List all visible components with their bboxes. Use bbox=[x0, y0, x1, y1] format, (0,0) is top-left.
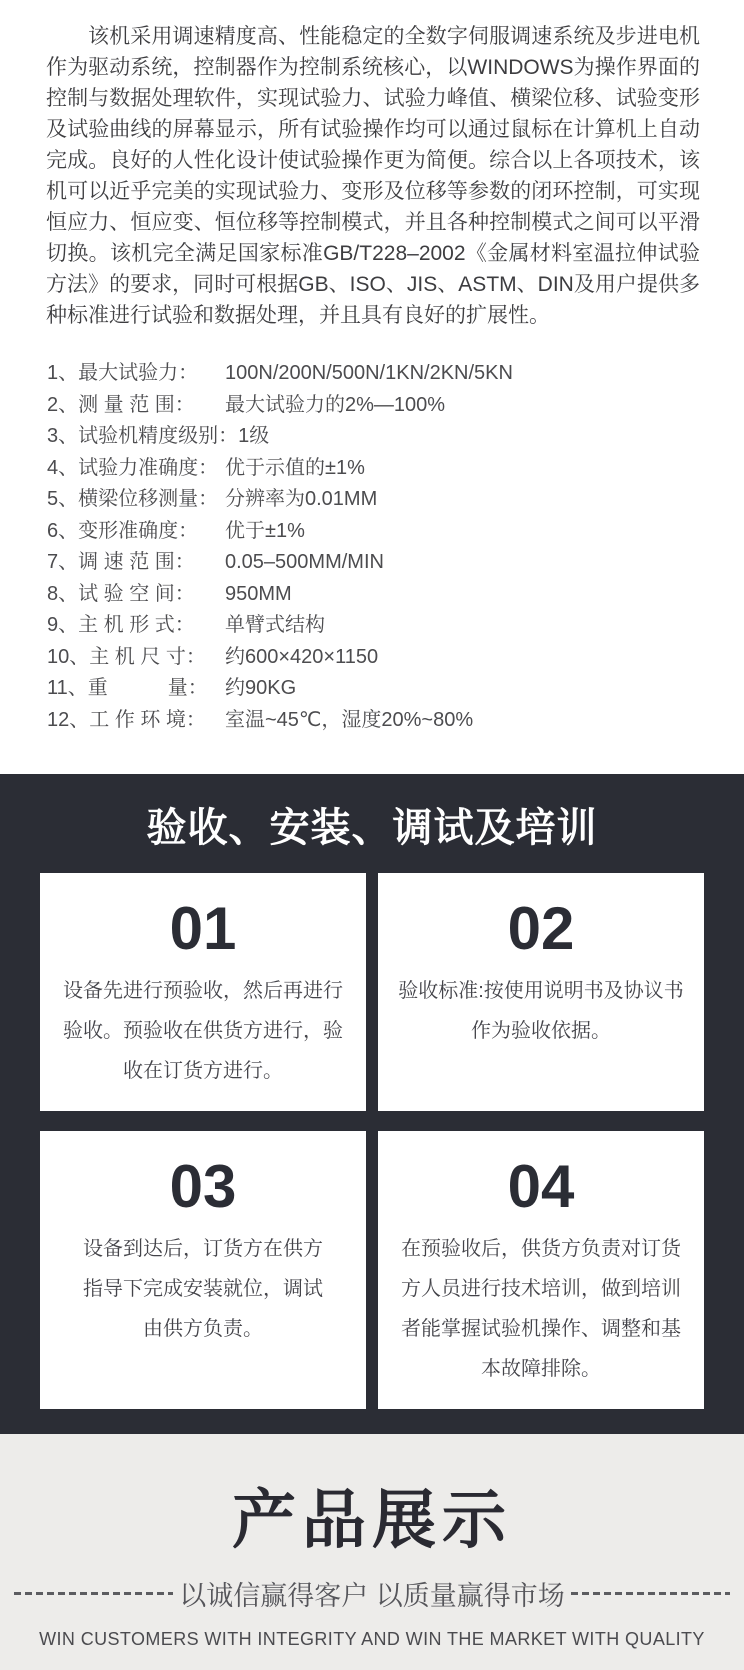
spec-value: 分辨率为0.01MM bbox=[225, 488, 378, 510]
acceptance-cards bbox=[40, 873, 704, 1409]
slogan-text: 以诚信赢得客户 以质量赢得市场 bbox=[179, 1581, 565, 1611]
english-tagline: WIN CUSTOMERS WITH INTEGRITY AND WIN THE MARKET WITH QUALITY bbox=[39, 1629, 705, 1649]
spec-label: 8、试 验 空 间： bbox=[47, 582, 195, 605]
card-text: 设备先进行预验收，然后再进行验收。预验收在供货方进行，验收在订货方进行。 bbox=[63, 980, 343, 1082]
spec-label: 9、主 机 形 式： bbox=[47, 614, 195, 636]
spec-row bbox=[47, 673, 704, 705]
intro-paragraph: 该机采用调速精度高、性能稳定的全数字伺服调速系统及步进电机作为驱动系统，控制器作为控制系统核心，以WINDOWS为操作界面的控制与数据处理软件，实现试验力、试验力峰值、横梁位移、试验变形及试验曲线的屏幕显示，所有试验操作均可以通过鼠标在计算机上自动完成。良好的人性化设计使试验操作更为简便。综合以上各项技术，该机可以近乎完美的实现试验力、变形及位移等参数的闭环控制，可实现恒应力、恒应变、恒位移等控制模式，并且各种控制模式之间可以平滑切换。该机完全满足国家标准GB/T228–2002《金属材料室温拉伸试验方法》的要求，同时可根据GB、ISO、JIS、ASTM、DIN及用户提供多种标准进行试验和数据处理，并且具有良好的扩展性。 bbox=[46, 25, 700, 327]
spec-row bbox=[47, 484, 704, 516]
slogan-row bbox=[14, 1574, 730, 1613]
showcase-title: 产品展示 bbox=[232, 1484, 512, 1556]
spec-label: 3、试验机精度级别： bbox=[47, 425, 239, 447]
acceptance-card-01 bbox=[40, 873, 366, 1111]
card-number: 04 bbox=[507, 1153, 575, 1220]
spec-label: 5、横梁位移测量： bbox=[47, 488, 219, 510]
spec-label: 10、主 机 尺 寸： bbox=[47, 645, 206, 668]
spec-row bbox=[47, 453, 704, 485]
spec-label: 4、试验力准确度： bbox=[47, 456, 219, 479]
spec-value: 1级 bbox=[238, 425, 270, 447]
spec-label: 7、调 速 范 围： bbox=[47, 551, 195, 573]
spec-value: 优于±1% bbox=[225, 519, 305, 542]
intro-section bbox=[0, 0, 744, 331]
spec-value: 约90KG bbox=[225, 677, 297, 699]
acceptance-section bbox=[0, 774, 744, 1434]
dashed-divider-left bbox=[14, 1592, 173, 1595]
spec-row bbox=[47, 642, 704, 674]
spec-label: 12、工 作 环 境： bbox=[47, 708, 206, 731]
acceptance-card-04 bbox=[378, 1131, 704, 1409]
spec-label: 2、测 量 范 围： bbox=[47, 393, 195, 416]
spec-row bbox=[47, 390, 704, 422]
spec-row bbox=[47, 705, 704, 737]
spec-label: 1、最大试验力： bbox=[47, 362, 199, 384]
card-text: 设备到达后，订货方在供方指导下完成安装就位，调试由供方负责。 bbox=[83, 1238, 323, 1340]
spec-value: 室温~45℃，湿度20%~80% bbox=[225, 708, 474, 731]
spec-value: 0.05–500MM/MIN bbox=[225, 551, 384, 573]
spec-value: 单臂式结构 bbox=[225, 614, 325, 636]
card-text: 在预验收后，供货方负责对订货方人员进行技术培训，做到培训者能掌握试验机操作、调整和基本故障排除。 bbox=[401, 1238, 681, 1380]
spec-value: 100N/200N/500N/1KN/2KN/5KN bbox=[225, 362, 513, 384]
spec-value: 950MM bbox=[225, 582, 292, 605]
card-text: 验收标准:按使用说明书及协议书作为验收依据。 bbox=[398, 980, 684, 1042]
dashed-divider-right bbox=[571, 1592, 730, 1595]
product-showcase-section bbox=[0, 1434, 744, 1670]
spec-value: 约600×420×1150 bbox=[225, 645, 379, 668]
acceptance-section-title: 验收、安装、调试及培训 bbox=[146, 806, 598, 850]
acceptance-card-03 bbox=[40, 1131, 366, 1409]
spec-row bbox=[47, 547, 704, 579]
spec-row bbox=[47, 610, 704, 642]
spec-row bbox=[47, 358, 704, 390]
spec-value: 优于示值的±1% bbox=[225, 456, 365, 479]
acceptance-card-02 bbox=[378, 873, 704, 1111]
card-number: 02 bbox=[507, 895, 575, 962]
spec-row bbox=[47, 579, 704, 611]
spec-label: 11、重 量： bbox=[47, 677, 208, 699]
card-number: 01 bbox=[169, 895, 237, 962]
spec-list bbox=[0, 358, 744, 736]
card-number: 03 bbox=[169, 1153, 237, 1220]
spec-label: 6、变形准确度： bbox=[47, 519, 199, 542]
spec-row bbox=[47, 516, 704, 548]
spec-value: 最大试验力的2%—100% bbox=[225, 393, 446, 416]
spec-row bbox=[47, 421, 704, 453]
